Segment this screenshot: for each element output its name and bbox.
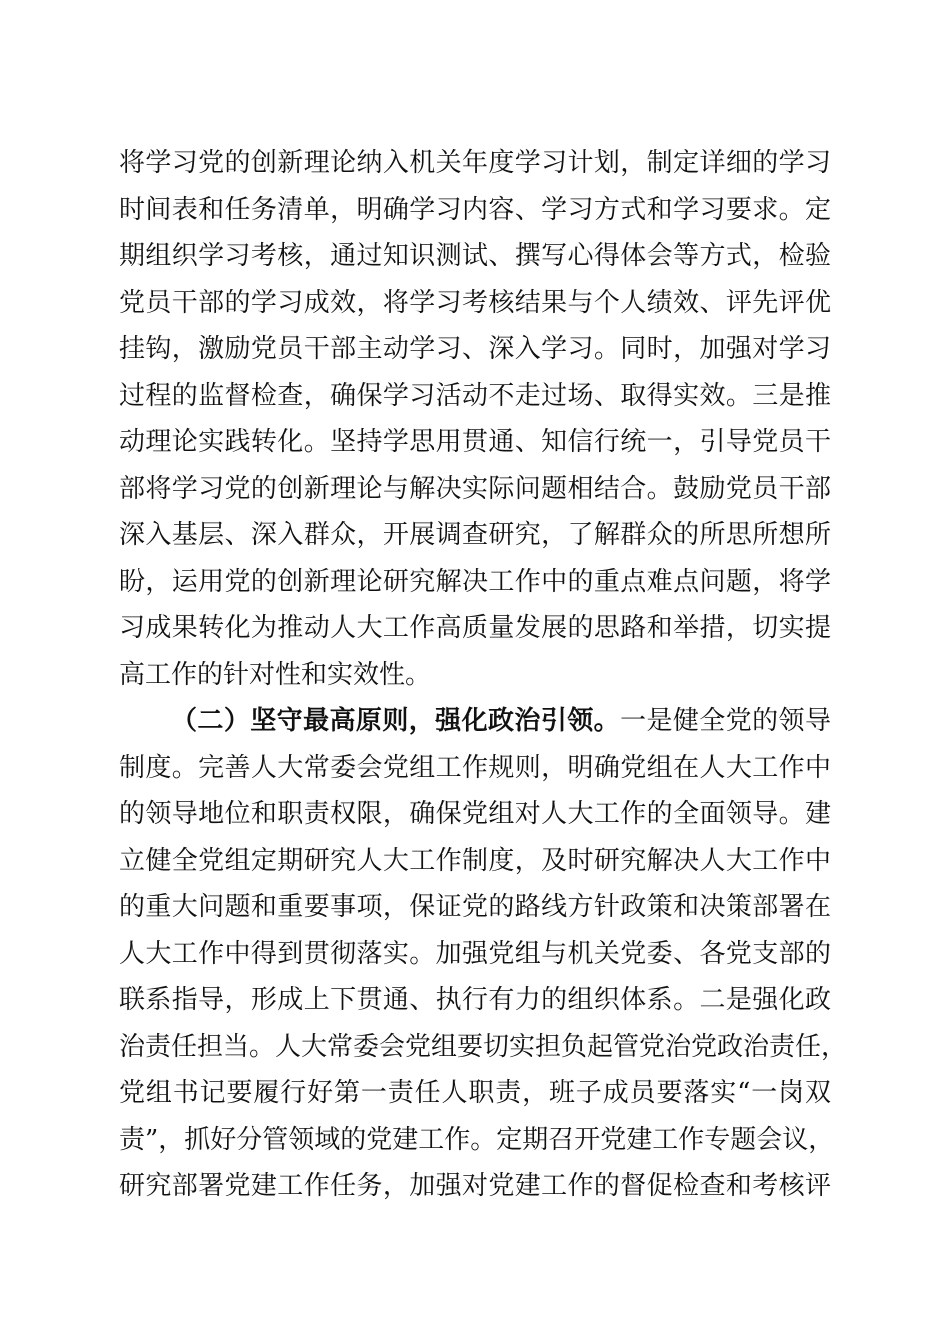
text-line: 盼，运用党的创新理论研究解决工作中的重点难点问题，将学: [119, 566, 831, 597]
paragraph-2: [119, 698, 848, 1210]
text-line: 习成果转化为推动人大工作高质量发展的思路和举措，切实提: [119, 613, 831, 643]
text-line: 治责任担当。人大常委会党组要切实担负起管党治党政治责任，: [119, 1031, 848, 1062]
paragraph-1: [119, 140, 831, 698]
text-line: 部将学习党的创新理论与解决实际问题相结合。鼓励党员干部: [119, 473, 831, 504]
text-line: 联系指导，形成上下贯通、执行有力的组织体系。二是强化政: [119, 985, 831, 1015]
text-line: 党员干部的学习成效，将学习考核结果与个人绩效、评先评优: [119, 287, 831, 318]
text-line: 的重大问题和重要事项，保证党的路线方针政策和决策部署在: [119, 892, 831, 922]
text-line: 研究部署党建工作任务，加强对党建工作的督促检查和考核评: [119, 1171, 831, 1201]
text-line: 动理论实践转化。坚持学思用贯通、知信行统一，引导党员干: [119, 427, 831, 457]
text-line: 过程的监督检查，确保学习活动不走过场、取得实效。三是推: [119, 380, 831, 411]
section-heading: （二）坚守最高原则，强化政治引领。: [171, 706, 621, 736]
text-line: 立健全党组定期研究人大工作制度，及时研究解决人大工作中: [119, 845, 831, 876]
text-line: 将学习党的创新理论纳入机关年度学习计划，制定详细的学习: [119, 148, 831, 178]
text-line: 深入基层、深入群众，开展调查研究，了解群众的所思所想所: [119, 520, 831, 550]
text-line: 高工作的针对性和实效性。: [119, 659, 432, 690]
text-line: 挂钩，激励党员干部主动学习、深入学习。同时，加强对学习: [119, 334, 831, 364]
text-line: 责”，抓好分管领域的党建工作。定期召开党建工作专题会议，: [119, 1124, 835, 1155]
paragraph-heading-line: [119, 698, 831, 745]
text-line: 的领导地位和职责权限，确保党组对人大工作的全面领导。建: [119, 799, 831, 829]
body-text: [119, 140, 848, 1210]
text-line: 人大工作中得到贯彻落实。加强党组与机关党委、各党支部的: [119, 938, 831, 969]
text-line: 制度。完善人大常委会党组工作规则，明确党组在人大工作中: [119, 752, 831, 783]
heading-line-text: 一是健全党的领导: [620, 706, 831, 736]
text-line: 时间表和任务清单，明确学习内容、学习方式和学习要求。定: [119, 194, 831, 225]
text-line: 期组织学习考核，通过知识测试、撰写心得体会等方式，检验: [119, 241, 831, 271]
text-line: 党组书记要履行好第一责任人职责，班子成员要落实“一岗双: [119, 1078, 831, 1108]
